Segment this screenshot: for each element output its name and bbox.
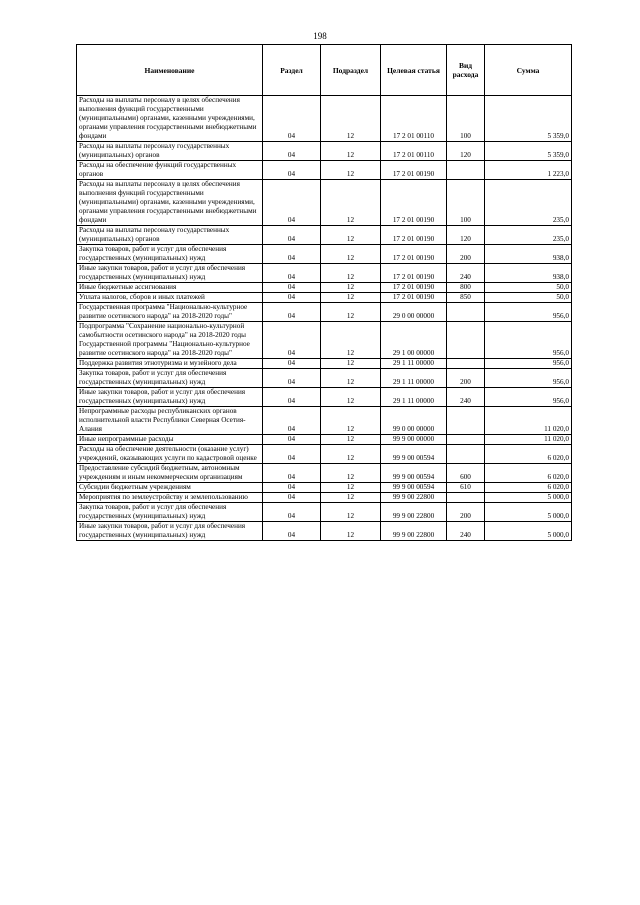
cell-summa: 6 020,0	[485, 445, 572, 464]
cell-vid	[447, 407, 485, 435]
cell-vid: 800	[447, 283, 485, 293]
cell-razdel: 04	[263, 226, 321, 245]
cell-name: Закупка товаров, работ и услуг для обеспечения государственных (муниципальных) нужд	[77, 503, 263, 522]
cell-vid: 240	[447, 264, 485, 283]
cell-summa: 5 359,0	[485, 96, 572, 142]
table-row	[77, 369, 572, 388]
cell-statya: 29 1 11 00000	[381, 359, 447, 369]
cell-name: Расходы на выплаты персоналу в целях обеспечения выполнения функций государственными (муниципальными) органами, казенными учреждениями, органами управления государственными внебюджетными фондами	[77, 96, 263, 142]
cell-razdel: 04	[263, 407, 321, 435]
cell-razdel: 04	[263, 322, 321, 359]
cell-name: Иные закупки товаров, работ и услуг для обеспечения государственных (муниципальных) нужд	[77, 388, 263, 407]
cell-podrazdel: 12	[321, 180, 381, 226]
cell-summa: 235,0	[485, 180, 572, 226]
cell-razdel: 04	[263, 445, 321, 464]
cell-vid: 200	[447, 503, 485, 522]
table-row	[77, 96, 572, 142]
cell-name: Предоставление субсидий бюджетным, автономным учреждениям и иным некоммерческим организациям	[77, 464, 263, 483]
cell-razdel: 04	[263, 493, 321, 503]
header-name: Наименование	[77, 45, 263, 96]
table-row	[77, 359, 572, 369]
cell-summa: 956,0	[485, 322, 572, 359]
cell-podrazdel: 12	[321, 96, 381, 142]
cell-vid	[447, 161, 485, 180]
cell-summa: 5 359,0	[485, 142, 572, 161]
cell-name: Иные бюджетные ассигнования	[77, 283, 263, 293]
cell-name: Расходы на выплаты персоналу в целях обеспечения выполнения функций государственными (муниципальными) органами, казенными учреждениями, органами управления государственными внебюджетными фондами	[77, 180, 263, 226]
table-row	[77, 435, 572, 445]
cell-podrazdel: 12	[321, 245, 381, 264]
table-row	[77, 445, 572, 464]
cell-summa: 5 000,0	[485, 503, 572, 522]
cell-summa: 6 020,0	[485, 464, 572, 483]
cell-podrazdel: 12	[321, 445, 381, 464]
cell-vid: 100	[447, 96, 485, 142]
cell-razdel: 04	[263, 303, 321, 322]
cell-razdel: 04	[263, 483, 321, 493]
cell-name: Иные закупки товаров, работ и услуг для обеспечения государственных (муниципальных) нужд	[77, 264, 263, 283]
cell-podrazdel: 12	[321, 264, 381, 283]
cell-podrazdel: 12	[321, 142, 381, 161]
cell-podrazdel: 12	[321, 283, 381, 293]
cell-summa: 956,0	[485, 388, 572, 407]
cell-podrazdel: 12	[321, 359, 381, 369]
cell-vid: 200	[447, 369, 485, 388]
cell-name: Поддержка развития этнотуризма и музейного дела	[77, 359, 263, 369]
cell-name: Непрограммные расходы республиканских органов исполнительной власти Республики Северная Осетия-Алания	[77, 407, 263, 435]
cell-statya: 99 9 00 00594	[381, 483, 447, 493]
cell-statya: 17 2 01 00190	[381, 293, 447, 303]
cell-razdel: 04	[263, 245, 321, 264]
cell-razdel: 04	[263, 293, 321, 303]
cell-vid: 610	[447, 483, 485, 493]
cell-summa: 956,0	[485, 369, 572, 388]
cell-podrazdel: 12	[321, 369, 381, 388]
table-row	[77, 522, 572, 541]
cell-vid: 100	[447, 180, 485, 226]
cell-statya: 17 2 01 00190	[381, 283, 447, 293]
budget-table	[76, 44, 572, 541]
cell-statya: 99 9 00 22800	[381, 522, 447, 541]
cell-summa: 938,0	[485, 264, 572, 283]
cell-podrazdel: 12	[321, 226, 381, 245]
cell-podrazdel: 12	[321, 293, 381, 303]
cell-summa: 50,0	[485, 293, 572, 303]
cell-statya: 29 0 00 00000	[381, 303, 447, 322]
cell-podrazdel: 12	[321, 483, 381, 493]
table-row	[77, 245, 572, 264]
cell-vid	[447, 322, 485, 359]
cell-summa: 235,0	[485, 226, 572, 245]
cell-statya: 99 9 00 00594	[381, 464, 447, 483]
cell-razdel: 04	[263, 464, 321, 483]
cell-summa: 6 020,0	[485, 483, 572, 493]
cell-podrazdel: 12	[321, 303, 381, 322]
cell-vid: 240	[447, 388, 485, 407]
cell-statya: 99 0 00 00000	[381, 407, 447, 435]
cell-vid	[447, 359, 485, 369]
cell-name: Расходы на обеспечение деятельности (оказание услуг) учреждений, оказывающих услуги по кадастровой оценке	[77, 445, 263, 464]
cell-statya: 17 2 01 00110	[381, 142, 447, 161]
cell-vid: 120	[447, 226, 485, 245]
cell-name: Уплата налогов, сборов и иных платежей	[77, 293, 263, 303]
page-number: 198	[313, 31, 327, 41]
cell-podrazdel: 12	[321, 161, 381, 180]
header-summa: Сумма	[485, 45, 572, 96]
cell-razdel: 04	[263, 283, 321, 293]
cell-vid: 850	[447, 293, 485, 303]
table-row	[77, 464, 572, 483]
cell-statya: 17 2 01 00190	[381, 264, 447, 283]
table-row	[77, 388, 572, 407]
cell-vid: 200	[447, 245, 485, 264]
cell-podrazdel: 12	[321, 322, 381, 359]
cell-razdel: 04	[263, 264, 321, 283]
cell-razdel: 04	[263, 435, 321, 445]
table-row	[77, 322, 572, 359]
table-row	[77, 283, 572, 293]
cell-name: Государственная программа "Национально-культурное развитие осетинского народа" на 2018-2020 годы"	[77, 303, 263, 322]
cell-vid: 120	[447, 142, 485, 161]
table-row	[77, 303, 572, 322]
cell-vid	[447, 493, 485, 503]
cell-razdel: 04	[263, 388, 321, 407]
cell-statya: 99 9 00 00000	[381, 435, 447, 445]
cell-statya: 17 2 01 00190	[381, 226, 447, 245]
table-row	[77, 161, 572, 180]
cell-statya: 29 1 00 00000	[381, 322, 447, 359]
cell-name: Мероприятия по землеустройству и землепользованию	[77, 493, 263, 503]
cell-vid: 240	[447, 522, 485, 541]
cell-name: Расходы на выплаты персоналу государственных (муниципальных) органов	[77, 142, 263, 161]
cell-summa: 1 223,0	[485, 161, 572, 180]
cell-name: Закупка товаров, работ и услуг для обеспечения государственных (муниципальных) нужд	[77, 245, 263, 264]
cell-summa: 11 020,0	[485, 407, 572, 435]
cell-podrazdel: 12	[321, 522, 381, 541]
cell-name: Субсидии бюджетным учреждениям	[77, 483, 263, 493]
cell-statya: 99 9 00 00594	[381, 445, 447, 464]
table-row	[77, 180, 572, 226]
cell-statya: 17 2 01 00110	[381, 96, 447, 142]
cell-summa: 956,0	[485, 359, 572, 369]
cell-name: Иные закупки товаров, работ и услуг для обеспечения государственных (муниципальных) нужд	[77, 522, 263, 541]
cell-podrazdel: 12	[321, 388, 381, 407]
table-row	[77, 483, 572, 493]
header-vid: Вид расхода	[447, 45, 485, 96]
cell-razdel: 04	[263, 522, 321, 541]
cell-razdel: 04	[263, 359, 321, 369]
cell-name: Расходы на выплаты персоналу государственных (муниципальных) органов	[77, 226, 263, 245]
cell-name: Закупка товаров, работ и услуг для обеспечения государственных (муниципальных) нужд	[77, 369, 263, 388]
header-podrazdel: Подраздел	[321, 45, 381, 96]
cell-statya: 29 1 11 00000	[381, 369, 447, 388]
header-razdel: Раздел	[263, 45, 321, 96]
cell-statya: 99 9 00 22800	[381, 503, 447, 522]
table-row	[77, 293, 572, 303]
cell-statya: 17 2 01 00190	[381, 161, 447, 180]
cell-name: Подпрограмма "Сохранение национально-культурной самобытности осетинского народа" на 2018-2020 годы Государственной программы "Национально-культурное развитие осетинского народа" на 2018-2020 годы"	[77, 322, 263, 359]
cell-podrazdel: 12	[321, 503, 381, 522]
cell-vid	[447, 445, 485, 464]
table-row	[77, 264, 572, 283]
table-row	[77, 503, 572, 522]
cell-name: Расходы на обеспечение функций государственных органов	[77, 161, 263, 180]
cell-statya: 99 9 00 22800	[381, 493, 447, 503]
cell-podrazdel: 12	[321, 464, 381, 483]
cell-razdel: 04	[263, 180, 321, 226]
cell-summa: 938,0	[485, 245, 572, 264]
table-row	[77, 142, 572, 161]
table-row	[77, 407, 572, 435]
cell-statya: 17 2 01 00190	[381, 245, 447, 264]
cell-summa: 50,0	[485, 283, 572, 293]
cell-summa: 5 000,0	[485, 493, 572, 503]
cell-statya: 17 2 01 00190	[381, 180, 447, 226]
cell-statya: 29 1 11 00000	[381, 388, 447, 407]
cell-vid	[447, 303, 485, 322]
cell-summa: 5 000,0	[485, 522, 572, 541]
cell-podrazdel: 12	[321, 407, 381, 435]
table-header-row	[77, 45, 572, 96]
cell-summa: 956,0	[485, 303, 572, 322]
cell-razdel: 04	[263, 96, 321, 142]
cell-podrazdel: 12	[321, 493, 381, 503]
table-row	[77, 226, 572, 245]
cell-razdel: 04	[263, 161, 321, 180]
cell-vid	[447, 435, 485, 445]
cell-razdel: 04	[263, 503, 321, 522]
header-statya: Целевая статья	[381, 45, 447, 96]
cell-summa: 11 020,0	[485, 435, 572, 445]
table-row	[77, 493, 572, 503]
cell-vid: 600	[447, 464, 485, 483]
cell-razdel: 04	[263, 142, 321, 161]
cell-razdel: 04	[263, 369, 321, 388]
cell-podrazdel: 12	[321, 435, 381, 445]
cell-name: Иные непрограммные расходы	[77, 435, 263, 445]
